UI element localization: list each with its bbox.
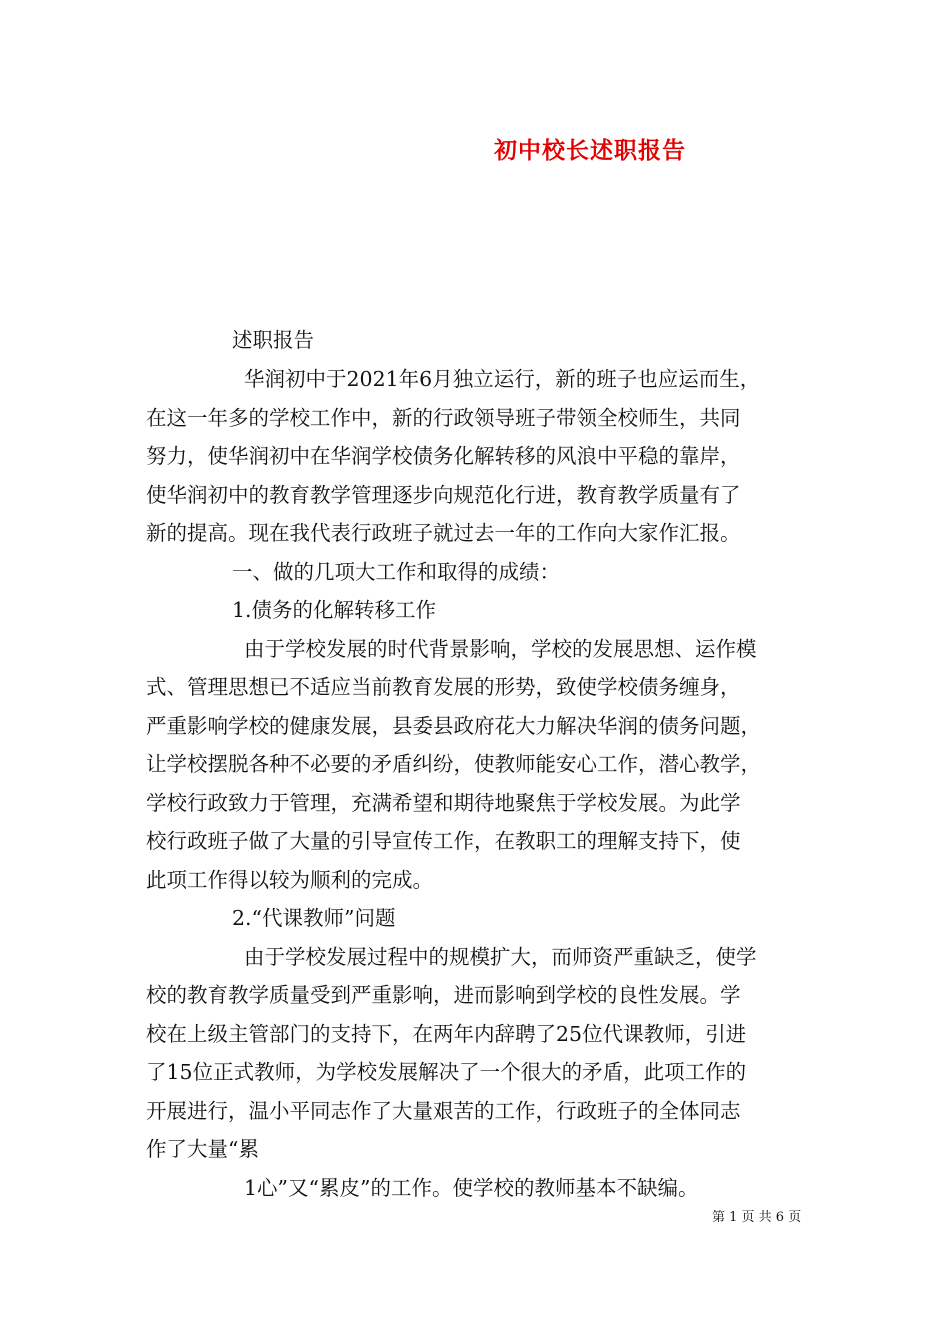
subsection-heading: 1.债务的化解转移工作 [232,598,437,622]
section-heading: 一、做的几项大工作和取得的成绩： [232,560,560,584]
paragraph-line: 作了大量“累 [146,1137,259,1161]
paragraph-line: 学校行政致力于管理，充满希望和期待地聚焦于学校发展。为此学 [146,791,741,815]
paragraph-line: 华润初中于2021年6月独立运行，新的班子也应运而生， [244,367,761,391]
paragraph-line: 式、管理思想已不适应当前教育发展的形势，致使学校债务缠身， [146,675,741,699]
subsection-heading: 2.“代课教师”问题 [232,906,396,930]
paragraph-line: 1心”又“累皮”的工作。使学校的教师基本不缺编。 [244,1176,699,1200]
paragraph-line: 努力，使华润初中在华润学校债务化解转移的风浪中平稳的靠岸， [146,444,741,468]
paragraph-line: 使华润初中的教育教学管理逐步向规范化行进，教育教学质量有了 [146,483,741,507]
paragraph-line: 了15位正式教师，为学校发展解决了一个很大的矛盾，此项工作的 [146,1060,747,1084]
paragraph-line: 校在上级主管部门的支持下，在两年内辞聘了25位代课教师，引进 [146,1022,747,1046]
page-number: 第 1 页 共 6 页 [712,1210,802,1225]
paragraph-line: 让学校摆脱各种不必要的矛盾纠纷，使教师能安心工作，潜心教学， [146,752,761,776]
paragraph-line: 由于学校发展的时代背景影响，学校的发展思想、运作模 [244,637,757,661]
report-heading: 述职报告 [232,328,314,352]
paragraph-line: 此项工作得以较为顺利的完成。 [146,868,433,892]
document-title: 初中校长述职报告 [494,137,686,164]
paragraph-line: 校的教育教学质量受到严重影响，进而影响到学校的良性发展。学 [146,983,741,1007]
paragraph-line: 由于学校发展过程中的规模扩大，而师资严重缺乏，使学 [244,945,757,969]
paragraph-line: 校行政班子做了大量的引导宣传工作，在教职工的理解支持下，使 [146,829,741,853]
paragraph-line: 严重影响学校的健康发展，县委县政府花大力解决华润的债务问题， [146,714,761,738]
paragraph-line: 开展进行，温小平同志作了大量艰苦的工作，行政班子的全体同志 [146,1099,741,1123]
paragraph-line: 在这一年多的学校工作中，新的行政领导班子带领全校师生，共同 [146,406,741,430]
paragraph-line: 新的提高。现在我代表行政班子就过去一年的工作向大家作汇报。 [146,521,741,545]
